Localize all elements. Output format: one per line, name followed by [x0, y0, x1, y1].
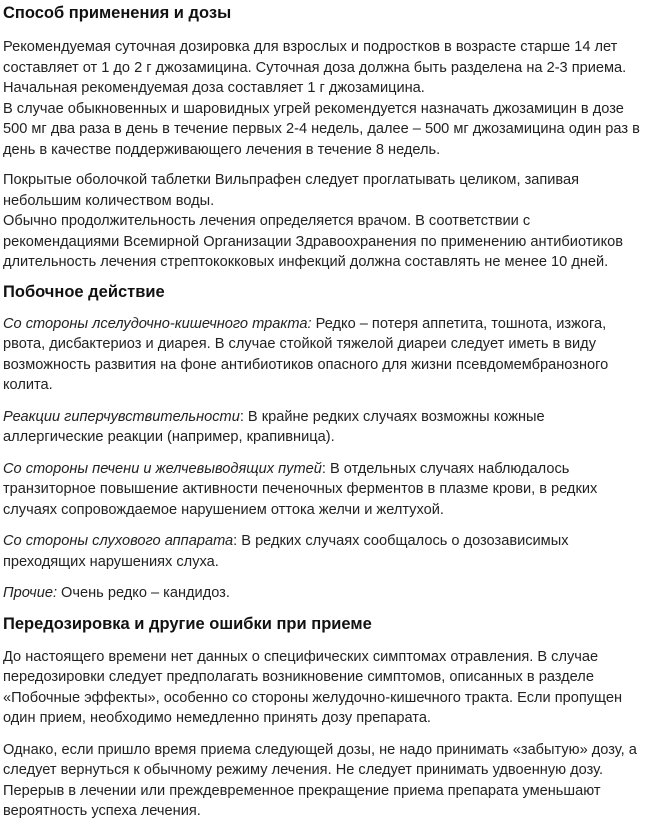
side-effect-gi [3, 314, 643, 396]
dosage-text-2a: Покрытые оболочкой таблетки Вильпрафен следует проглатывать целиком, запивая небольшим количеством воды. [3, 172, 580, 209]
side-effect-label: Со стороны слухового аппарата [3, 533, 234, 549]
overdose-paragraph-2: Однако, если пришло время приема следующей дозы, не надо принимать «забытую» дозу, а следует вернуться к обычному режиму лечения. Не следует принимать удвоенную дозу. Перерыв в лечении или преждевременное прекращение приема препарата уменьшают вероятность успеха лечения. [3, 741, 637, 819]
side-effect-label: Со стороны печени и желчевыводящих путей [3, 460, 322, 477]
section-title-overdose: Передозировка и другие ошибки при приеме [3, 614, 372, 633]
dosage-text-1b: В случае обыкновенных и шаровидных угрей рекомендуется назначать джозамицин в дозе 500 мг два раза в день в течение первых 2-4 недель, далее – 500 мг джозамицина один раз в день в качестве поддерживающего лечения в течение 8 недель. [3, 100, 640, 158]
side-effect-other [3, 583, 643, 604]
side-effect-text: : В отдельных случаях наблюдалось транзиторное повышение активности печеночных ферментов в плазме крови, в редких случаях сопровождаемое нарушением оттока желчи и желтухой. [3, 460, 598, 518]
overdose-paragraph-1: До настоящего времени нет данных о специфических симптомах отравления. В случае передозировки следует предполагать возникновение симптомов, описанных в разделе «Побочные эффекты», особенно со стороны желудочно-кишечного тракта. Если пропущен один прием, необходимо немедленно принять дозу препарата. [3, 648, 623, 726]
dosage-text-1a: Рекомендуемая суточная дозировка для взрослых и подростков в возрасте старше 14 лет составляет от 1 до 2 г джозамицина. Суточная доза должна быть разделена на 2-3 приема. Начальная рекомендуемая доза составляет 1 г джозамицина. [3, 39, 627, 96]
side-effect-label: Со стороны лселудочно-кишечного тракта: [3, 315, 312, 332]
side-effect-liver [3, 459, 643, 521]
side-effect-text: : В крайне редких случаях возможны кожные аллергические реакции (например, крапивница). [3, 408, 545, 445]
side-effect-label: Реакции гиперчувствительности [3, 408, 240, 425]
section-title-dosage: Способ применения и дозы [3, 4, 232, 22]
side-effect-hypersensitivity [3, 407, 643, 448]
dosage-paragraph-2 [3, 170, 643, 273]
document-page [0, 2, 643, 822]
section-title-side-effects: Побочное действие [3, 282, 165, 301]
side-effect-text: Редко – потеря аппетита, тошнота, изжога, рвота, дисбактериоз и диарея. В случае стойкой тяжелой диареи следует иметь в виду возможность развития на фоне антибиотиков опасного для жизни псевдомембранозного колита. [3, 315, 609, 393]
dosage-paragraph-1 [3, 37, 643, 160]
side-effect-text: Очень редко – кандидоз. [57, 585, 230, 601]
side-effect-text: : В редких случаях сообщалось о дозозависимых преходящих нарушениях слуха. [3, 533, 569, 570]
side-effect-label: Прочие: [3, 585, 57, 601]
side-effect-hearing [3, 531, 643, 572]
dosage-text-2b: Обычно продолжительность лечения определяется врачом. В соответствии с рекомендациями Всемирной Организации Здравоохранения по применению антибиотиков длительность лечения стрептококковых инфекций должна составлять не менее 10 дней. [3, 213, 623, 270]
